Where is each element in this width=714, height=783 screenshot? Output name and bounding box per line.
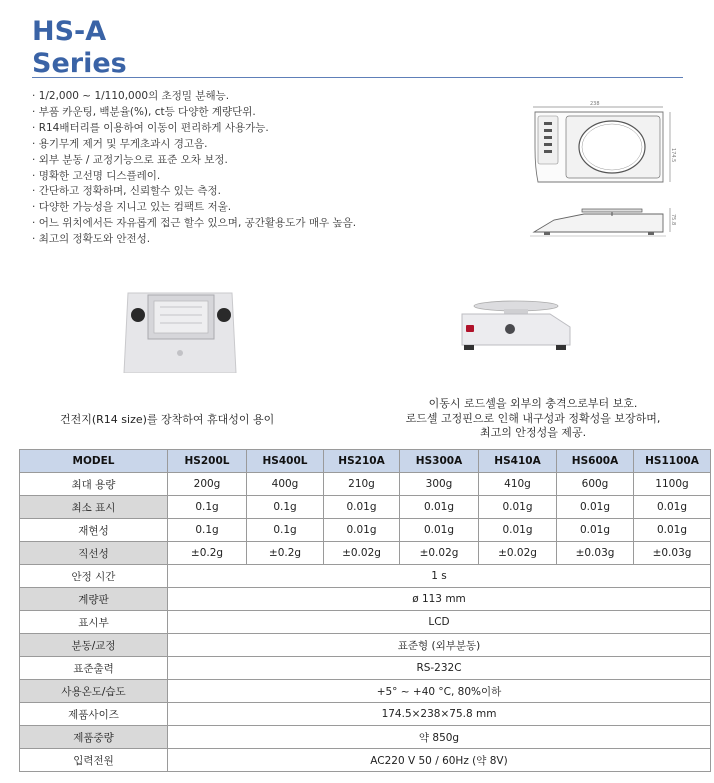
spec-value: AC220 V 50 / 60Hz (약 8V) [168,749,711,772]
spec-value: 210g [324,473,400,496]
spec-label: 제품중량 [20,726,168,749]
spec-value: 400g [247,473,324,496]
spec-row [20,634,711,657]
battery-caption: 건전지(R14 size)를 장착하여 휴대성이 용이 [60,413,275,426]
feature-item: · 부품 카운팅, 백분율(%), ct등 다양한 계량단위. [32,105,356,121]
spec-label: 최소 표시 [20,496,168,519]
spec-label: 분동/교정 [20,634,168,657]
spec-value: 0.01g [400,519,479,542]
spec-value: ±0.03g [557,542,634,565]
spec-header-row [20,450,711,473]
spec-row [20,680,711,703]
spec-row [20,726,711,749]
spec-value: ±0.2g [247,542,324,565]
spec-value: RS-232C [168,657,711,680]
spec-value: 600g [557,473,634,496]
spec-row [20,588,711,611]
model-column-header: HS200L [168,450,247,473]
spec-value: 0.1g [168,496,247,519]
spec-value: 0.1g [247,496,324,519]
spec-value: 0.01g [634,496,711,519]
spec-value: 0.01g [479,496,557,519]
model-column-header: HS300A [400,450,479,473]
spec-label: 최대 용량 [20,473,168,496]
spec-value: 약 850g [168,726,711,749]
feature-item: · R14배터리를 이용하여 이동이 편리하게 사용가능. [32,121,356,137]
spec-value: 300g [400,473,479,496]
series-title [32,16,127,80]
spec-label: 안정 시간 [20,565,168,588]
spec-value: 410g [479,473,557,496]
spec-label: 재현성 [20,519,168,542]
spec-row [20,519,711,542]
feature-item: · 최고의 정확도와 안전성. [32,232,356,248]
spec-value: LCD [168,611,711,634]
title-line-1: HS-A [32,16,107,47]
title-divider [32,77,683,78]
model-header: MODEL [20,450,168,473]
feature-list [32,89,356,248]
spec-value: 0.01g [557,496,634,519]
spec-table [19,449,711,772]
spec-value: 0.01g [324,496,400,519]
spec-row [20,611,711,634]
feature-item: · 명확한 고선명 디스플레이. [32,169,356,185]
spec-value: 200g [168,473,247,496]
spec-row [20,657,711,680]
spec-value: ±0.03g [634,542,711,565]
side-view-drawing [524,200,688,242]
spec-row [20,473,711,496]
loadcell-caption [360,397,706,441]
spec-label: 계량판 [20,588,168,611]
feature-item: · 다양한 가능성을 지니고 있는 컴팩트 저울. [32,200,356,216]
spec-value: 1 s [168,565,711,588]
spec-label: 사용온도/습도 [20,680,168,703]
drawing-depth-label: 174.5 [670,148,676,163]
spec-value: 0.01g [557,519,634,542]
model-column-header: HS210A [324,450,400,473]
top-view-drawing [524,98,688,190]
spec-value: 0.1g [168,519,247,542]
drawing-height-label: 75.8 [670,214,676,226]
title-line-2: Series [32,48,127,79]
spec-value: ±0.02g [479,542,557,565]
feature-item: · 용기무게 제거 및 무게초과시 경고음. [32,137,356,153]
feature-item: · 간단하고 정확하며, 신뢰할수 있는 측정. [32,184,356,200]
spec-row [20,542,711,565]
spec-value: 표준형 (외부분동) [168,634,711,657]
spec-value: +5° ~ +40 °C, 80%이하 [168,680,711,703]
spec-value: 1100g [634,473,711,496]
spec-row [20,565,711,588]
spec-value: ø 113 mm [168,588,711,611]
spec-row [20,496,711,519]
loadcell-caption-line-1: 이동시 로드셀을 외부의 충격으로부터 보호. [428,397,638,410]
spec-label: 표시부 [20,611,168,634]
spec-value: 0.01g [324,519,400,542]
spec-value: 0.01g [479,519,557,542]
spec-value: 0.01g [400,496,479,519]
model-column-header: HS410A [479,450,557,473]
spec-row [20,703,711,726]
spec-label: 표준출력 [20,657,168,680]
spec-label: 제품사이즈 [20,703,168,726]
spec-row [20,749,711,772]
spec-label: 직선성 [20,542,168,565]
feature-item: · 외부 분동 / 교정기능으로 표준 오차 보정. [32,153,356,169]
feature-item: · 어느 위치에서든 자유롭게 접근 할수 있으며, 공간활용도가 매우 높음. [32,216,356,232]
model-column-header: HS600A [557,450,634,473]
spec-value: ±0.2g [168,542,247,565]
spec-value: 0.1g [247,519,324,542]
scale-side-photo [458,289,576,353]
spec-value: ±0.02g [324,542,400,565]
loadcell-caption-line-3: 최고의 안정성을 제공. [479,426,587,439]
spec-value: 0.01g [634,519,711,542]
model-column-header: HS400L [247,450,324,473]
loadcell-caption-line-2: 로드셀 고정핀으로 인해 내구성과 정확성을 보장하며, [405,411,661,425]
spec-label: 입력전원 [20,749,168,772]
spec-value: ±0.02g [400,542,479,565]
model-column-header: HS1100A [634,450,711,473]
feature-item: · 1/2,000 ~ 1/110,000의 초정밀 분해능. [32,89,356,105]
spec-value: 174.5×238×75.8 mm [168,703,711,726]
battery-compartment-photo [122,287,240,373]
drawing-width-label: 238 [590,101,600,107]
